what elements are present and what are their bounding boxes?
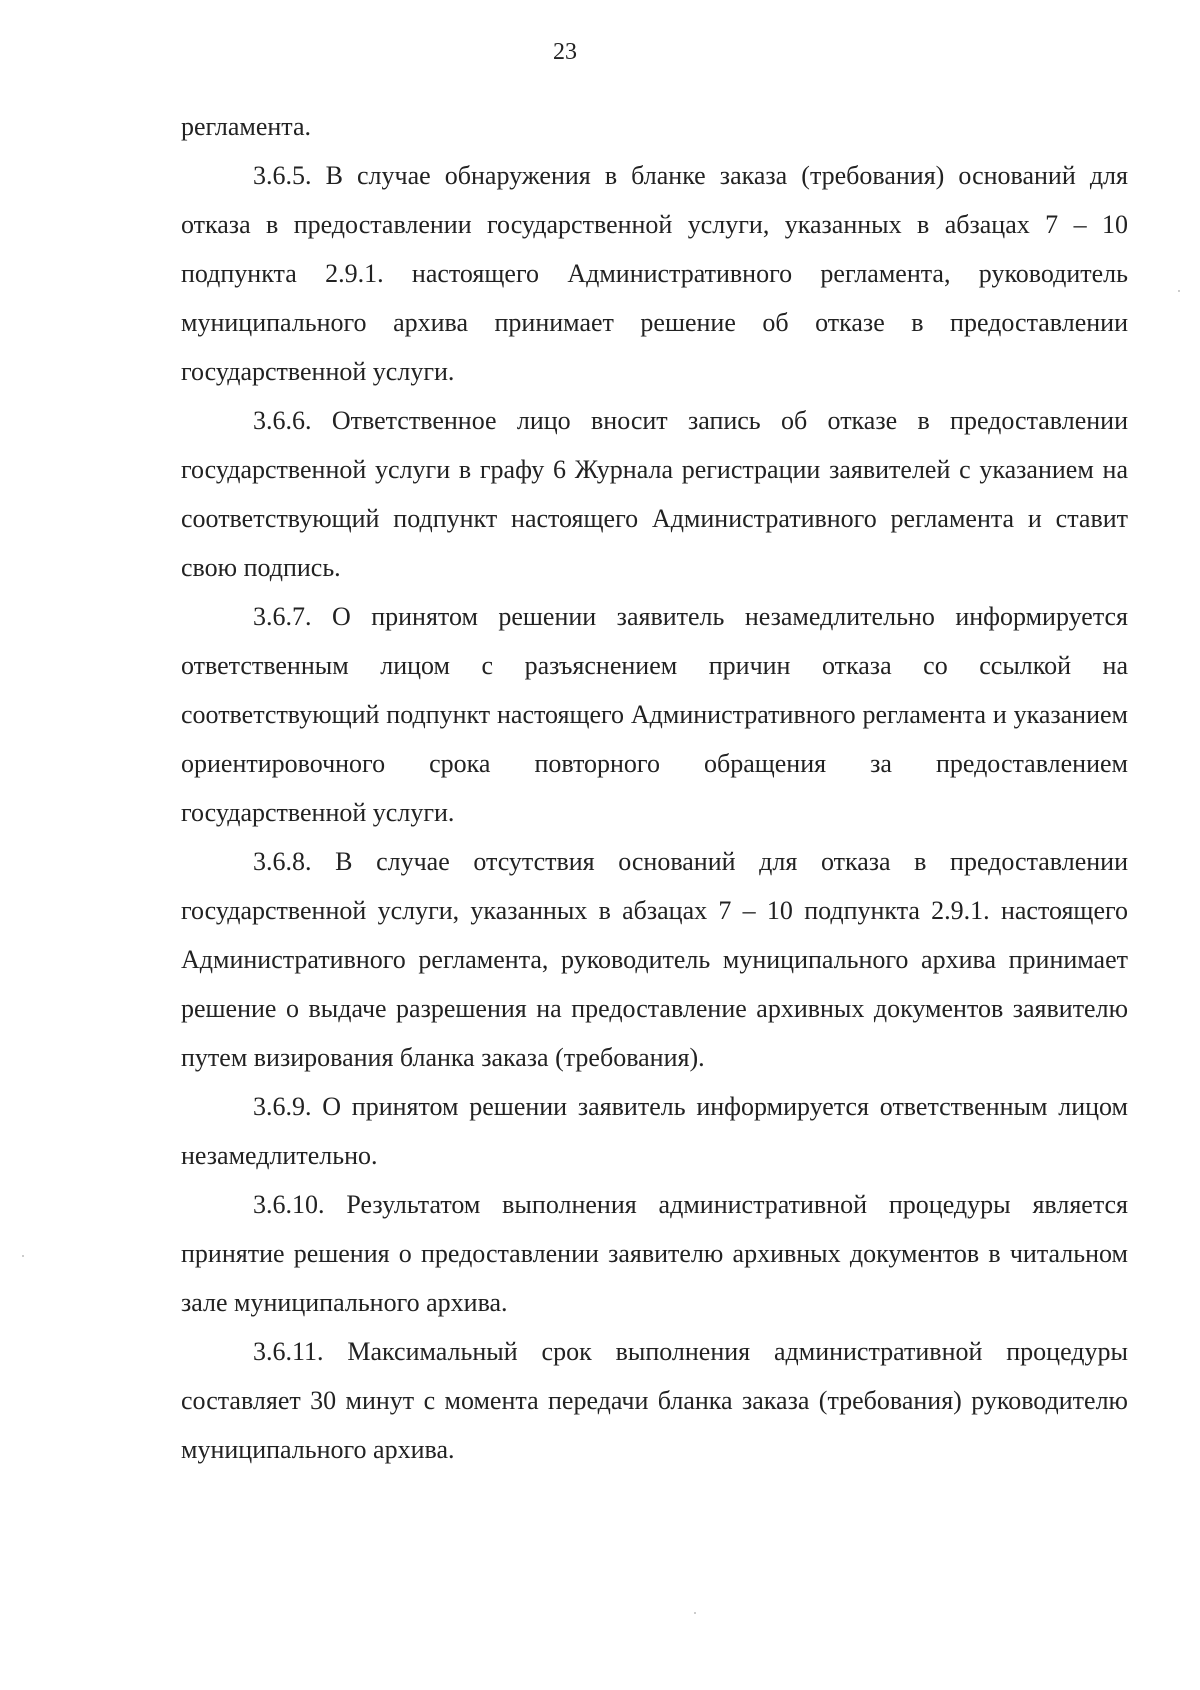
scan-speck [22,1255,24,1257]
document-body [181,102,1128,1474]
paragraph-3-6-5: 3.6.5. В случае обнаружения в бланке заказа (требования) оснований для отказа в предоставлении государственной услуги, указанных в абзацах 7 – 10 подпункта 2.9.1. настоящего Административного регламента, руководитель муниципального архива принимает решение об отказе в предоставлении государственной услуги. [181,161,1128,386]
scan-speck [1178,290,1180,292]
paragraph-3-6-7: 3.6.7. О принятом решении заявитель незамедлительно информируется ответственным лицом с разъяснением причин отказа со ссылкой на соответствующий подпункт настоящего Административного регламента и указанием ориентировочного срока повторного обращения за предоставлением государственной услуги. [181,602,1128,827]
paragraph-continuation: регламента. [181,112,312,141]
paragraph-3-6-8: 3.6.8. В случае отсутствия оснований для отказа в предоставлении государственной услуги, указанных в абзацах 7 – 10 подпункта 2.9.1. настоящего Административного регламента, руководитель муниципального архива принимает решение о выдаче разрешения на предоставление архивных документов заявителю путем визирования бланка заказа (требования). [181,847,1128,1072]
paragraph-3-6-11: 3.6.11. Максимальный срок выполнения административной процедуры составляет 30 минут с момента передачи бланка заказа (требования) руководителю муниципального архива. [181,1337,1128,1464]
paragraph-3-6-9: 3.6.9. О принятом решении заявитель информируется ответственным лицом незамедлительно. [181,1092,1128,1170]
paragraph-3-6-6: 3.6.6. Ответственное лицо вносит запись об отказе в предоставлении государственной услуги в графу 6 Журнала регистрации заявителей с указанием на соответствующий подпункт настоящего Административного регламента и ставит свою подпись. [181,406,1128,582]
scan-speck [694,1612,696,1614]
paragraph-3-6-10: 3.6.10. Результатом выполнения административной процедуры является принятие решения о предоставлении заявителю архивных документов в читальном зале муниципального архива. [181,1190,1128,1317]
page-number: 23 [553,39,577,65]
